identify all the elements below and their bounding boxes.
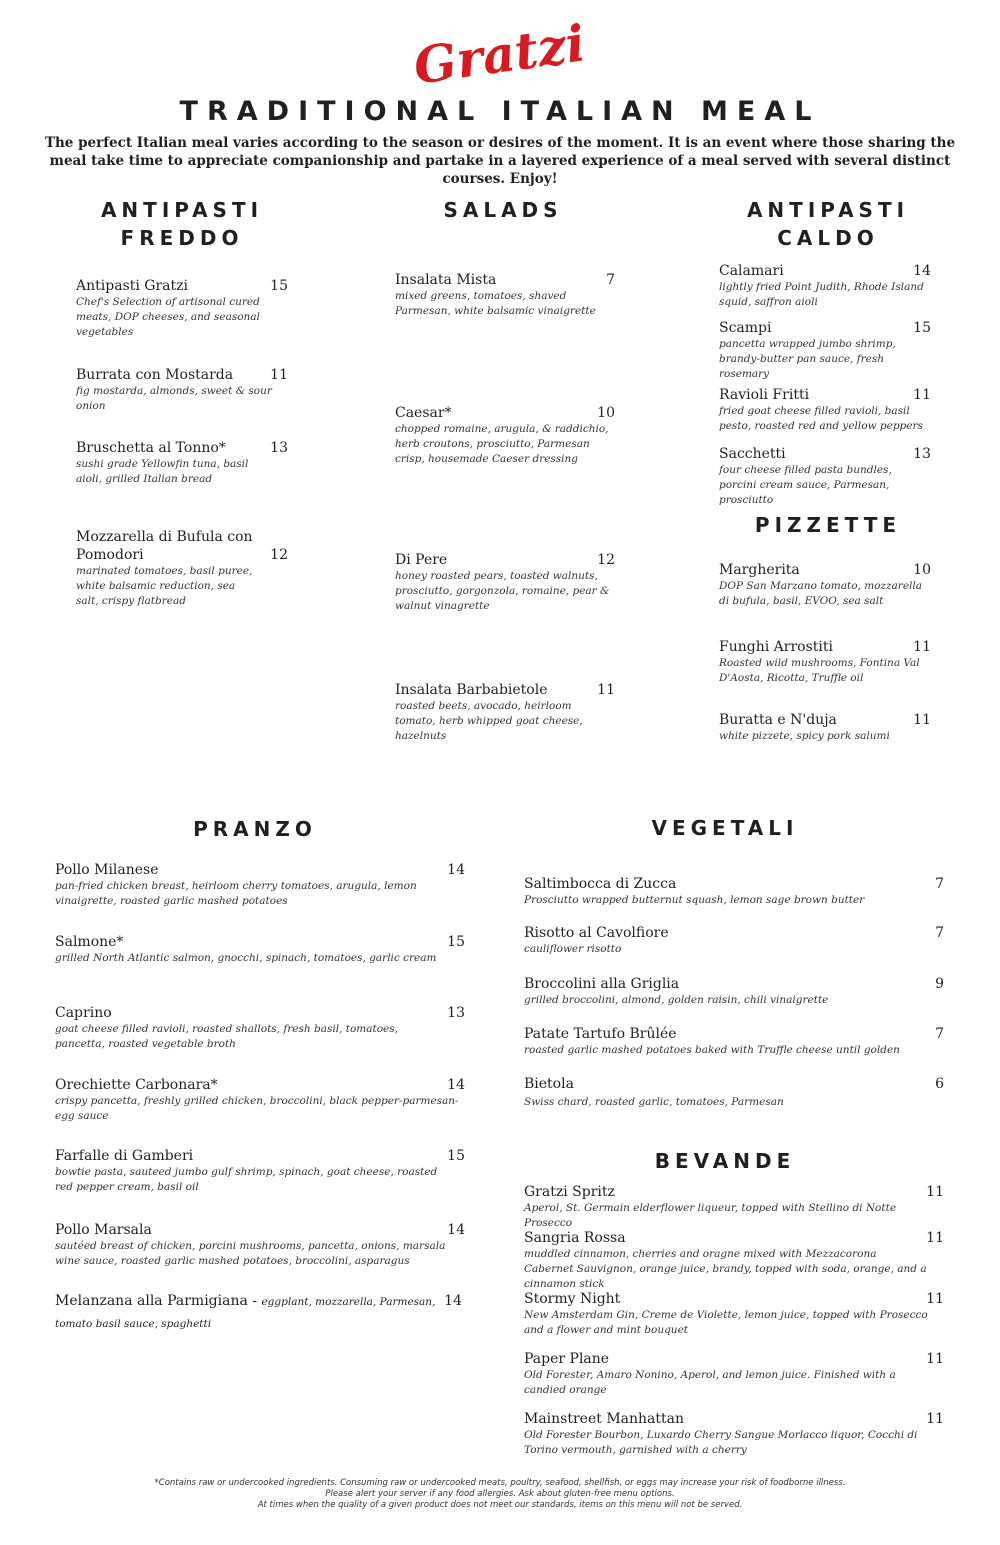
item-name: Burrata con Mostarda [76,367,234,383]
item-description: Prosciutto wrapped butternut squash, lemon sage brown butter [524,894,865,906]
item-price: 11 [597,682,615,698]
item-description: Old Forester, Amaro Nonino, Aperol, and lemon juice. Finished with a candied orange [524,1369,896,1396]
item-name: Stormy Night [524,1291,621,1307]
item-description: sushi grade Yellowfin tuna, basil aioli, grilled Italian bread [76,458,249,485]
gratzi-logo [410,13,589,96]
menu-item [395,551,615,614]
item-name: Sangria Rossa [524,1230,626,1246]
item-price: 14 [913,263,931,279]
item-price: 11 [270,367,288,383]
menu-item [55,1147,465,1195]
item-description: lightly fried Point Judith, Rhode Island squid, saffron aioli [719,281,924,308]
item-price: 10 [913,562,931,578]
item-name: Pollo Marsala [55,1222,152,1238]
item-name: Farfalle di Gamberi [55,1148,194,1164]
item-price: 11 [913,712,931,728]
section-title-pizzette: PIZZETTE [754,513,902,537]
item-name: Di Pere [395,552,448,568]
item-description: muddled cinnamon, cherries and oragne mixed with Mezzacorona Cabernet Sauvignon, orange juice, brandy, topped with soda, orange, and a cinnamon stick [524,1248,927,1290]
item-description: grilled North Atlantic salmon, gnocchi, spinach, tomatoes, garlic cream [55,952,437,964]
section-title-vegetali: VEGETALI [651,816,799,840]
item-name: Paper Plane [524,1351,610,1367]
item-price: 7 [935,876,944,892]
item-description: roasted beets, avocado, heirloom tomato, herb whipped goat cheese, hazelnuts [395,700,583,742]
item-description: goat cheese filled ravioli, roasted shallots, fresh basil, tomatoes, pancetta, roasted vegetable broth [55,1023,398,1050]
menu-item [524,875,944,908]
item-price: 11 [926,1230,944,1246]
menu-item [395,681,615,744]
menu-item [395,271,615,319]
item-name: Bruschetta al Tonno* [76,440,226,456]
item-price: 13 [447,1005,465,1021]
item-description: pancetta wrapped jumbo shrimp, brandy-butter pan sauce, fresh rosemary [719,338,896,380]
item-price: 7 [935,1026,944,1042]
item-name: Sacchetti [719,446,786,462]
page-title: TRADITIONAL ITALIAN MEAL [179,96,821,127]
item-description: cauliflower risotto [524,943,622,955]
menu-item [524,975,944,1008]
item-name: Risotto al Cavolfiore [524,925,669,941]
item-description: roasted garlic mashed potatoes baked with Truffle cheese until golden [524,1044,900,1056]
item-price: 15 [913,320,931,336]
item-description: Aperol, St. Germain elderflower liqueur, topped with Stellino di Notte Prosecco [524,1202,897,1229]
item-price: 13 [913,446,931,462]
item-price: 14 [447,1222,465,1238]
menu-item [719,638,931,686]
item-description: pan-fried chicken breast, heirloom cherry tomatoes, arugula, lemon vinaigrette, roasted garlic mashed potatoes [55,880,417,907]
item-description: crispy pancetta, freshly grilled chicken, broccolini, black pepper-parmesan-egg sauce [55,1095,459,1122]
section-title-bevande: BEVANDE [654,1149,796,1173]
item-description: grilled broccolini, almond, golden raisin, chili vinaigrette [524,994,829,1006]
item-description: mixed greens, tomatoes, shaved Parmesan, white balsamic vinaigrette [395,290,596,317]
item-price: 11 [913,387,931,403]
section-title-antipasti-freddo: ANTIPASTI FREDDO [100,198,264,250]
item-description: Old Forester Bourbon, Luxardo Cherry Sangue Morlacco liquor, Cocchi di Torino vermouth, garnished with a cherry [524,1429,918,1456]
menu-item [719,561,931,609]
item-description: New Amsterdam Gin, Creme de Violette, lemon juice, topped with Prosecco and a flower and mint bouquet [524,1309,928,1336]
item-description: Chef's Selection of artisonal cured meats, DOP cheeses, and seasonal vegetables [76,296,260,338]
section-title-salads: SALADS [443,198,563,222]
menu-item [524,1410,944,1458]
menu-item [55,1004,465,1052]
item-price: 13 [270,440,288,456]
item-description: fig mostarda, almonds, sweet & sour onion [76,385,272,412]
item-name: Pollo Milanese [55,862,159,878]
menu-item [524,1075,944,1110]
item-name: Patate Tartufo Brûlée [524,1026,677,1042]
section-title-antipasti-caldo: ANTIPASTI CALDO [746,198,910,250]
menu-item [719,386,931,434]
logo-text: Gratzi [410,13,589,96]
item-description: white pizzete, spicy pork salumi [719,730,890,742]
item-description: four cheese filled pasta bundles, porcini cream sauce, Parmesan, prosciutto [719,464,892,506]
menu-item [55,1289,465,1334]
menu-item [719,262,931,310]
item-price: 14 [447,1077,465,1093]
footnote [0,1478,1000,1511]
item-name: Scampi [719,320,772,336]
item-description: fried goat cheese filled ravioli, basil pesto, roasted red and yellow peppers [719,405,923,432]
item-price: 15 [270,278,288,294]
menu-item [524,1183,944,1231]
item-price: 7 [935,925,944,941]
item-price: 14 [444,1293,462,1309]
intro-text: The perfect Italian meal varies according to the season or desires of the moment. It is an event where those sharing the meal take time to appreciate companionship and partake in a layered experience of a meal served with several distinct courses. Enjoy! [44,135,956,187]
item-price: 11 [926,1411,944,1427]
menu-item [55,861,465,909]
menu-item [76,366,288,414]
item-description: marinated tomatoes, basil puree, white balsamic reduction, sea salt, crispy flatbread [76,565,253,607]
menu-item [524,1025,944,1058]
item-description: chopped romaine, arugula, & raddichio, herb croutons, prosciutto, Parmesan crisp, housemade Caeser dressing [395,423,609,465]
menu-item [76,528,288,609]
footnote-line: *Contains raw or undercooked ingredients. Consuming raw or undercooked meats, poultry, seafood, shellfish, or eggs may increase your risk of foodborne illness. [154,1478,846,1488]
item-price: 7 [606,272,615,288]
item-price: 11 [926,1184,944,1200]
item-price: 14 [447,862,465,878]
item-price: 12 [597,552,615,568]
item-name: Orechiette Carbonara* [55,1077,218,1093]
item-name [55,1289,465,1314]
item-name: Gratzi Spritz [524,1184,615,1200]
menu-item [76,439,288,487]
item-name: Broccolini alla Griglia [524,976,680,992]
item-price: 9 [935,976,944,992]
menu-item [719,445,931,508]
menu-item [395,404,615,467]
item-description: eggplant, mozzarella, Parmesan, [261,1296,436,1308]
item-name: Buratta e N'duja [719,712,837,728]
item-name: Ravioli Fritti [719,387,810,403]
item-name: Mainstreet Manhattan [524,1411,685,1427]
item-name-text: Melanzana alla Parmigiana - [55,1293,262,1309]
item-name: Funghi Arrostiti [719,639,833,655]
item-price: 11 [926,1291,944,1307]
item-name: Antipasti Gratzi [76,278,188,294]
item-name: Insalata Mista [395,272,497,288]
item-price: 15 [447,1148,465,1164]
item-description: Swiss chard, roasted garlic, tomatoes, Parmesan [524,1096,784,1108]
item-name: Mozzarella di Bufula con Pomodori [76,529,253,563]
item-price: 6 [935,1076,944,1092]
menu-item [719,319,931,382]
footnote-line: Please alert your server if any food allergies. Ask about gluten-free menu options. [325,1489,675,1499]
menu-item [524,1229,944,1292]
menu-item [55,1221,465,1269]
item-description: Roasted wild mushrooms, Fontina Val D'Aosta, Ricotta, Truffle oil [719,657,920,684]
item-description: DOP San Marzano tomato, mozzarella di bufula, basil, EVOO, sea salt [719,580,923,607]
item-price: 15 [447,934,465,950]
menu-item [524,1290,944,1338]
item-description: sautéed breast of chicken, porcini mushrooms, pancetta, onions, marsala wine sauce, roasted garlic mashed potatoes, broccolini, asparagus [55,1240,446,1267]
item-price: 10 [597,405,615,421]
menu-item [524,924,944,957]
menu-item [524,1350,944,1398]
item-name: Insalata Barbabietole [395,682,548,698]
item-name: Salmone* [55,934,124,950]
item-name: Saltimbocca di Zucca [524,876,677,892]
item-description: honey roasted pears, toasted walnuts, prosciutto, gorgonzola, romaine, pear & walnut vinagrette [395,570,610,612]
item-price: 12 [270,547,288,563]
item-description: bowtie pasta, sauteed jumbo gulf shrimp, spinach, goat cheese, roasted red pepper cream, basil oil [55,1166,438,1193]
item-price: 11 [926,1351,944,1367]
item-description-continued: tomato basil sauce, spaghetti [55,1318,212,1330]
item-name: Caprino [55,1005,112,1021]
item-name: Margherita [719,562,800,578]
menu-item [55,933,465,966]
item-name: Caesar* [395,405,452,421]
item-name: Calamari [719,263,784,279]
item-name: Bietola [524,1076,574,1092]
item-price: 11 [913,639,931,655]
footnote-line: At times when the quality of a given product does not meet our standards, items on this menu will not be served. [257,1500,743,1510]
menu-item [719,711,931,744]
menu-item [76,277,288,340]
section-title-pranzo: PRANZO [193,817,317,841]
menu-item [55,1076,465,1124]
